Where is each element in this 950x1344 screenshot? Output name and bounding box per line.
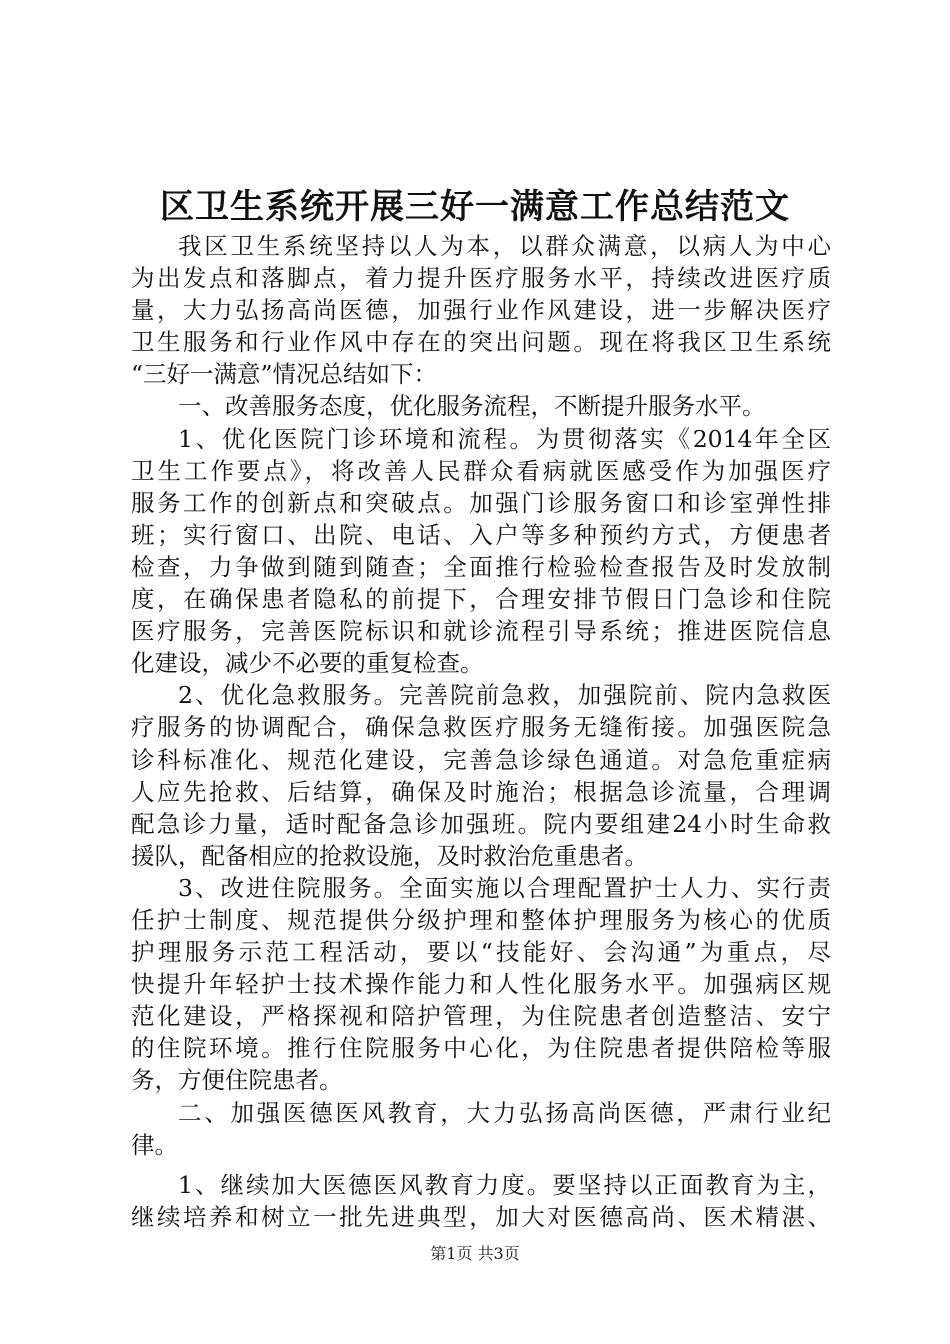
text-line: 务，方便住院患者。: [131, 1066, 343, 1095]
text-line: 2、优化急救服务。完善院前急救，加强院前、院内急救医: [178, 681, 831, 710]
text-line: 1、优化医院门诊环境和流程。为贯彻落实《2014年全区: [178, 424, 831, 453]
text-line: 服务工作的创新点和突破点。加强门诊服务窗口和诊室弹性排: [131, 488, 831, 517]
text-line: 人应先抢救、后结算，确保及时施治；根据急诊流量，合理调: [131, 777, 831, 806]
paragraph-gap: [131, 1161, 831, 1169]
text-line: 医疗服务，完善医院标识和就诊流程引导系统；推进医院信息: [131, 617, 831, 646]
text-line: 疗服务的协调配合，确保急救医疗服务无缝衔接。加强医院急: [131, 713, 831, 742]
text-line: 卫生工作要点》，将改善人民群众看病就医感受作为加强医疗: [131, 456, 831, 485]
text-line: 范化建设，严格探视和陪护管理，为住院患者创造整洁、安宁: [131, 1002, 831, 1031]
text-line: 3、改进住院服务。全面实施以合理配置护士人力、实行责: [178, 873, 831, 902]
text-line: 班；实行窗口、出院、电话、入户等多种预约方式，方便患者: [131, 520, 831, 549]
text-line: 配急诊力量，适时配备急诊加强班。院内要组建24小时生命救: [131, 809, 831, 838]
text-line: “三好一满意”情况总结如下：: [131, 360, 438, 389]
document-title: 区卫生系统开展三好一满意工作总结范文: [160, 187, 790, 227]
text-line: 护理服务示范工程活动，要以“技能好、会沟通”为重点，尽: [131, 938, 831, 967]
text-line: 卫生服务和行业作风中存在的突出问题。现在将我区卫生系统: [131, 328, 831, 357]
text-line: 快提升年轻护士技术操作能力和人性化服务水平。加强病区规: [131, 970, 831, 999]
text-line: 检查，力争做到随到随查；全面推行检验检查报告及时发放制: [131, 552, 831, 581]
text-line: 援队，配备相应的抢救设施，及时救治危重患者。: [131, 841, 648, 870]
text-line: 度，在确保患者隐私的前提下，合理安排节假日门急诊和住院: [131, 585, 831, 614]
page-footer: 第1页 共3页: [430, 1244, 520, 1263]
text-line: 的住院环境。推行住院服务中心化，为住院患者提供陪检等服: [131, 1034, 831, 1063]
text-line: 1、继续加大医德医风教育力度。要坚持以正面教育为主，: [178, 1170, 831, 1199]
text-line: 诊科标准化、规范化建设，完善急诊绿色通道。对急危重症病: [131, 745, 831, 774]
text-line: 任护士制度、规范提供分级护理和整体护理服务为核心的优质: [131, 905, 831, 934]
section-heading: 二、加强医德医风教育，大力弘扬高尚医德，严肃行业纪: [178, 1098, 831, 1127]
text-line: 我区卫生系统坚持以人为本，以群众满意，以病人为中心: [178, 232, 831, 260]
text-line: 量，大力弘扬高尚医德，加强行业作风建设，进一步解决医疗: [131, 296, 831, 325]
text-line: 为出发点和落脚点，着力提升医疗服务水平，持续改进医疗质: [131, 264, 831, 293]
text-line: 继续培养和树立一批先进典型，加大对医德高尚、医术精湛、: [131, 1202, 831, 1231]
document-body: [131, 230, 831, 1233]
section-heading: 律。: [131, 1130, 178, 1159]
section-heading: 一、改善服务态度，优化服务流程，不断提升服务水平。: [178, 392, 766, 421]
text-line: 化建设，减少不必要的重复检查。: [131, 649, 484, 678]
